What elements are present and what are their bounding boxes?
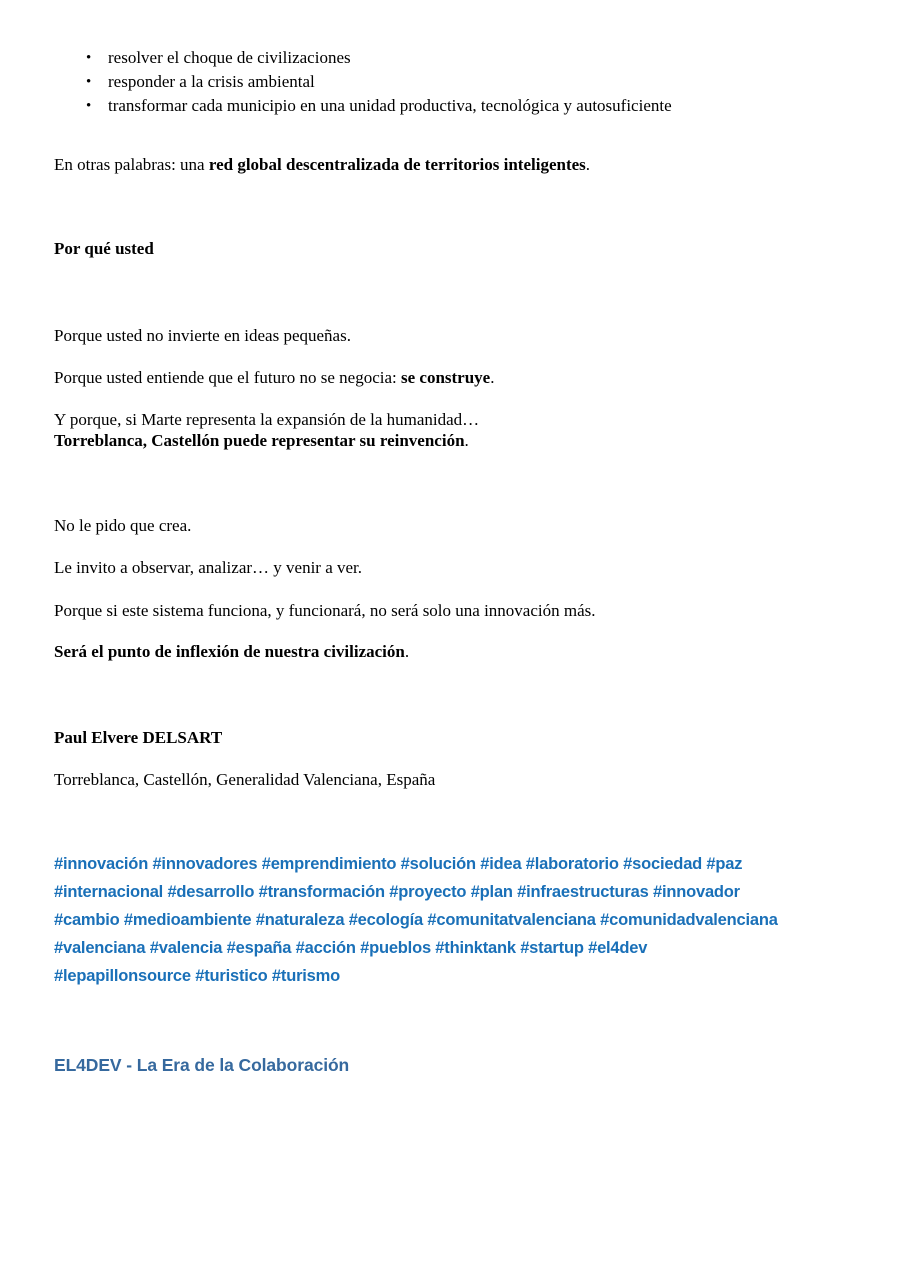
paragraph-marte-torreblanca [54,409,479,451]
bullet-dot-icon: • [86,50,92,66]
paragraph-red-global [54,153,590,177]
paragraph-futuro-suffix: . [490,368,495,387]
paragraph-ideas-pequenas: Porque usted no invierte en ideas pequeñas. [54,326,351,345]
paragraph-futuro-prefix: Porque usted entiende que el futuro no se negocia: [54,368,401,387]
section-heading-por-que-usted: Por qué usted [54,239,154,259]
hashtag-line: #valenciana #valencia #españa #acción #pueblos #thinktank #startup #el4dev [54,939,648,957]
paragraph-marte-line-1: Y porque, si Marte representa la expansión de la humanidad… [54,410,480,429]
hashtag-line: #internacional #desarrollo #transformación #proyecto #plan #infraestructuras #innovador [54,883,740,901]
list-item-label: transformar cada municipio en una unidad productiva, tecnológica y autosuficiente [108,96,672,115]
paragraph-le-invito: Le invito a observar, analizar… y venir a ver. [54,558,363,577]
author-location: Torreblanca, Castellón, Generalidad Valenciana, España [54,770,436,789]
list-item [54,46,854,70]
hashtag-line: #innovación #innovadores #emprendimiento #solución #idea #laboratorio #sociedad #paz [54,855,743,873]
bullet-dot-icon: • [86,74,92,90]
list-item-label: responder a la crisis ambiental [108,72,315,91]
list-item [54,94,854,118]
paragraph-futuro-emphasis: se construye [400,368,491,387]
paragraph-red-global-emphasis: red global descentralizada de territorios inteligentes [208,155,586,174]
paragraph-red-global-prefix: En otras palabras: una [54,155,209,174]
hashtag-block [54,850,854,990]
author-name: Paul Elvere DELSART [54,728,223,747]
footer-title-el4dev: EL4DEV - La Era de la Colaboración [54,1055,350,1075]
bullet-dot-icon: • [86,98,92,114]
list-item [54,70,854,94]
paragraph-sistema-funciona: Porque si este sistema funciona, y funcionará, no será solo una innovación más. [54,601,596,620]
hashtag-line: #cambio #medioambiente #naturaleza #ecología #comunitatvalenciana #comunidadvalenciana [54,911,778,929]
hashtag-line: #lepapillonsource #turistico #turismo [54,967,341,985]
paragraph-no-le-pido: No le pido que crea. [54,516,192,535]
paragraph-punto-inflexion-suffix: . [404,642,410,661]
objectives-bullet-list [54,46,854,118]
list-item-label: resolver el choque de civilizaciones [108,48,351,67]
paragraph-punto-inflexion-emphasis: Será el punto de inflexión de nuestra civilización [54,642,405,661]
paragraph-marte-line-2-suffix: . [464,431,469,450]
paragraph-marte-line-2: Torreblanca, Castellón puede representar su reinvención [54,431,465,450]
paragraph-futuro [54,366,494,390]
paragraph-punto-inflexion [54,640,409,664]
paragraph-red-global-suffix: . [585,155,591,174]
